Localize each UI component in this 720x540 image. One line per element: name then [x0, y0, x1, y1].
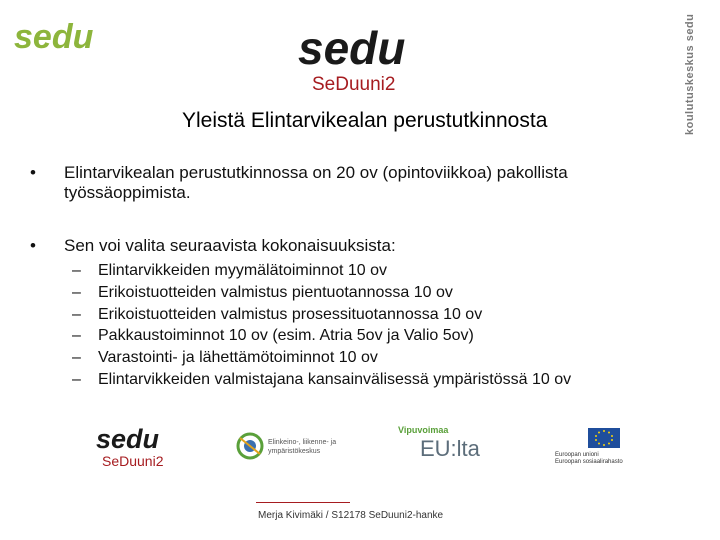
ely-centre-name	[268, 438, 336, 456]
bullet-text-line2: työssäoppimista.	[64, 183, 191, 202]
eu-caption	[555, 452, 623, 466]
bullet-marker: •	[30, 163, 36, 182]
svg-text:SeDuuni2: SeDuuni2	[312, 74, 396, 95]
svg-text:sedu: sedu	[14, 18, 94, 56]
dash-marker: –	[72, 370, 81, 388]
eu-caption-line2: Euroopan sosiaalirahasto	[555, 459, 623, 465]
sedu-seduuni-footer-logo	[96, 424, 176, 470]
dash-marker: –	[72, 327, 81, 345]
dash-marker: –	[72, 305, 81, 323]
ely-text-line1: Elinkeino-, liikenne- ja	[268, 439, 337, 446]
svg-text:sedu: sedu	[298, 28, 406, 70]
svg-text:SeDuuni2: SeDuuni2	[102, 453, 164, 469]
sedu-logo-top-left	[12, 18, 104, 58]
bullet-marker: •	[30, 236, 36, 255]
slide-title: Yleistä Elintarvikealan perustutkinnosta	[182, 109, 548, 132]
eu-caption-line1: Euroopan unioni	[555, 452, 599, 458]
svg-text:sedu: sedu	[96, 424, 160, 454]
bullet-text-line1: Elintarvikealan perustutkinnossa on 20 ov (opintoviikkoa) pakollista	[64, 163, 568, 182]
list-item-text: Varastointi- ja lähettämötoiminnot 10 ov	[98, 349, 378, 367]
list-item-text: Elintarvikkeiden myymälätoiminnot 10 ov	[98, 262, 388, 279]
vipuvoimaa-label: Vipuvoimaa	[398, 425, 449, 435]
seduuni2-logo	[308, 70, 428, 96]
list-item-text: Pakkaustoiminnot 10 ov (esim. Atria 5ov ja Valio 5ov)	[98, 327, 474, 345]
koulutuskeskus-sedu-vertical: koulutuskeskus sedu	[684, 14, 696, 136]
bullet-text: Sen voi valita seuraavista kokonaisuuksista:	[64, 236, 396, 255]
eulta-label: EU:lta	[420, 436, 480, 461]
list-item-text: Erikoistuotteiden valmistus pientuotannossa 10 ov	[98, 283, 453, 301]
list-item-text: Elintarvikkeiden valmistajana kansainvälisessä ympäristössä 10 ov	[98, 370, 572, 388]
bullet-item-1	[30, 163, 690, 207]
dash-marker: –	[72, 349, 81, 367]
author-credit: Merja Kivimäki / S12178 SeDuuni2-hanke	[258, 510, 444, 521]
dash-marker: –	[72, 283, 81, 301]
credit-divider	[256, 502, 350, 503]
sedu-logo-center	[296, 28, 434, 70]
dash-marker: –	[72, 262, 81, 279]
bullet-item-2	[30, 236, 690, 258]
ely-text-line2: ympäristökeskus	[268, 448, 321, 455]
list-item-text: Erikoistuotteiden valmistus prosessituotannossa 10 ov	[98, 305, 483, 323]
